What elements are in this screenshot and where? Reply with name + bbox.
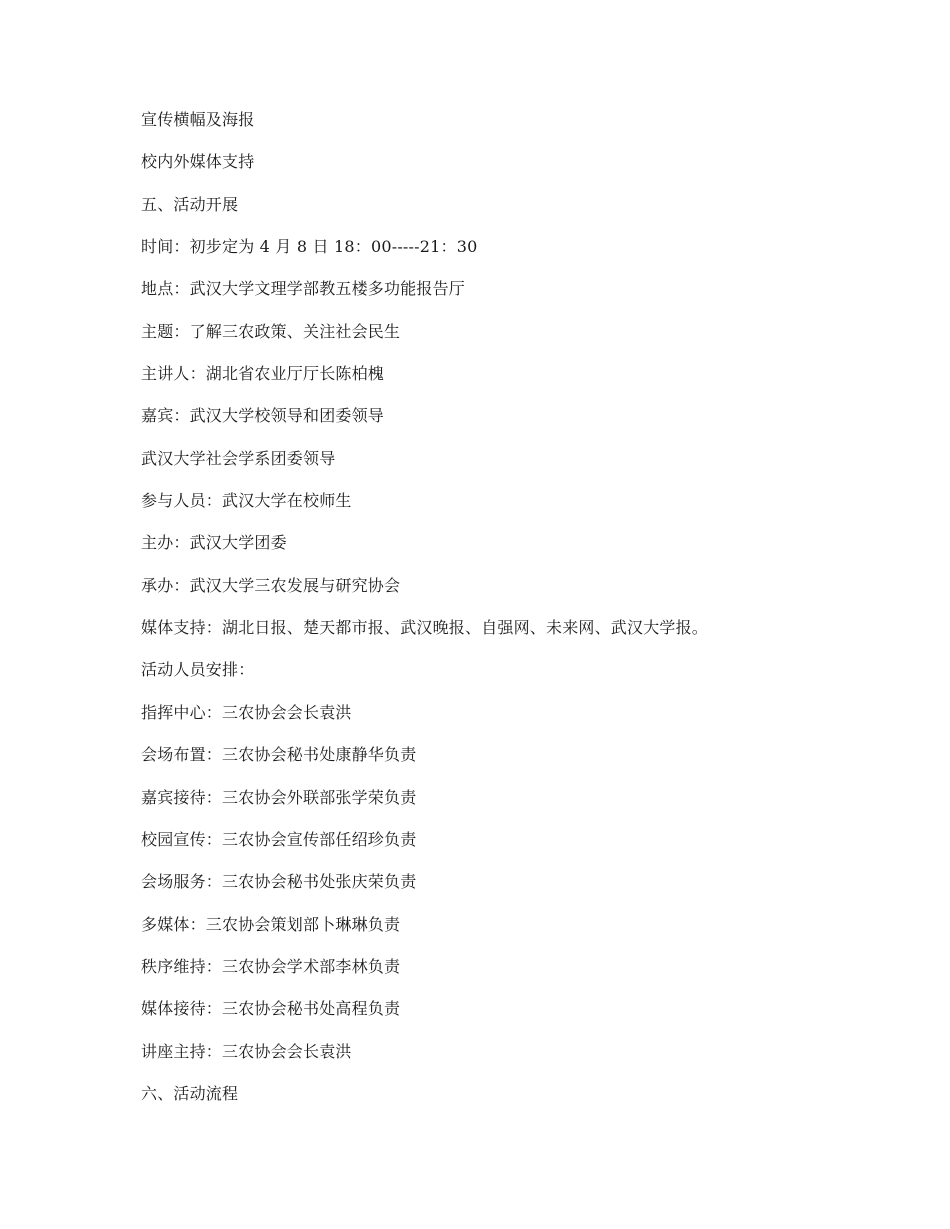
- text-line-lecture-host: 讲座主持：三农协会会长袁洪: [141, 1041, 352, 1061]
- text-line-guest-reception: 嘉宾接待：三农协会外联部张学荣负责: [141, 787, 417, 807]
- section-heading-process: 六、活动流程: [141, 1083, 239, 1103]
- text-line-venue-service: 会场服务：三农协会秘书处张庆荣负责: [141, 872, 417, 892]
- text-line-organizer: 承办：武汉大学三农发展与研究协会: [141, 575, 401, 595]
- text-line-publicity-banners: 宣传横幅及海报: [141, 110, 255, 129]
- text-line-time: 时间：初步定为 4 月 8 日 18：00-----21：30: [141, 237, 478, 257]
- text-line-location: 地点：武汉大学文理学部教五楼多功能报告厅: [141, 279, 466, 299]
- text-line-speaker: 主讲人：湖北省农业厅厅长陈柏槐: [141, 364, 385, 384]
- text-line-multimedia: 多媒体：三农协会策划部卜琳琳负责: [141, 914, 401, 934]
- text-line-theme: 主题：了解三农政策、关注社会民生: [141, 321, 401, 341]
- section-heading-activity: 五、活动开展: [141, 194, 239, 214]
- text-line-guests-continued: 武汉大学社会学系团委领导: [141, 448, 336, 468]
- text-line-guests: 嘉宾：武汉大学校领导和团委领导: [141, 406, 385, 426]
- text-line-media-partners: 媒体支持：湖北日报、楚天都市报、武汉晚报、自强网、未来网、武汉大学报。: [141, 618, 709, 638]
- text-line-participants: 参与人员：武汉大学在校师生: [141, 491, 352, 511]
- text-line-command-center: 指挥中心：三农协会会长袁洪: [141, 702, 352, 722]
- text-line-media-support-campus: 校内外媒体支持: [141, 152, 255, 172]
- text-line-order-maintenance: 秩序维持：三农协会学术部李林负责: [141, 956, 401, 976]
- text-line-venue-setup: 会场布置：三农协会秘书处康静华负责: [141, 745, 417, 765]
- document-body: [141, 110, 841, 1126]
- text-line-campus-publicity: 校园宣传：三农协会宣传部任绍珍负责: [141, 829, 417, 849]
- text-line-media-reception: 媒体接待：三农协会秘书处高程负责: [141, 999, 401, 1019]
- text-line-staff-arrangement: 活动人员安排：: [141, 660, 255, 680]
- text-line-host: 主办：武汉大学团委: [141, 533, 287, 553]
